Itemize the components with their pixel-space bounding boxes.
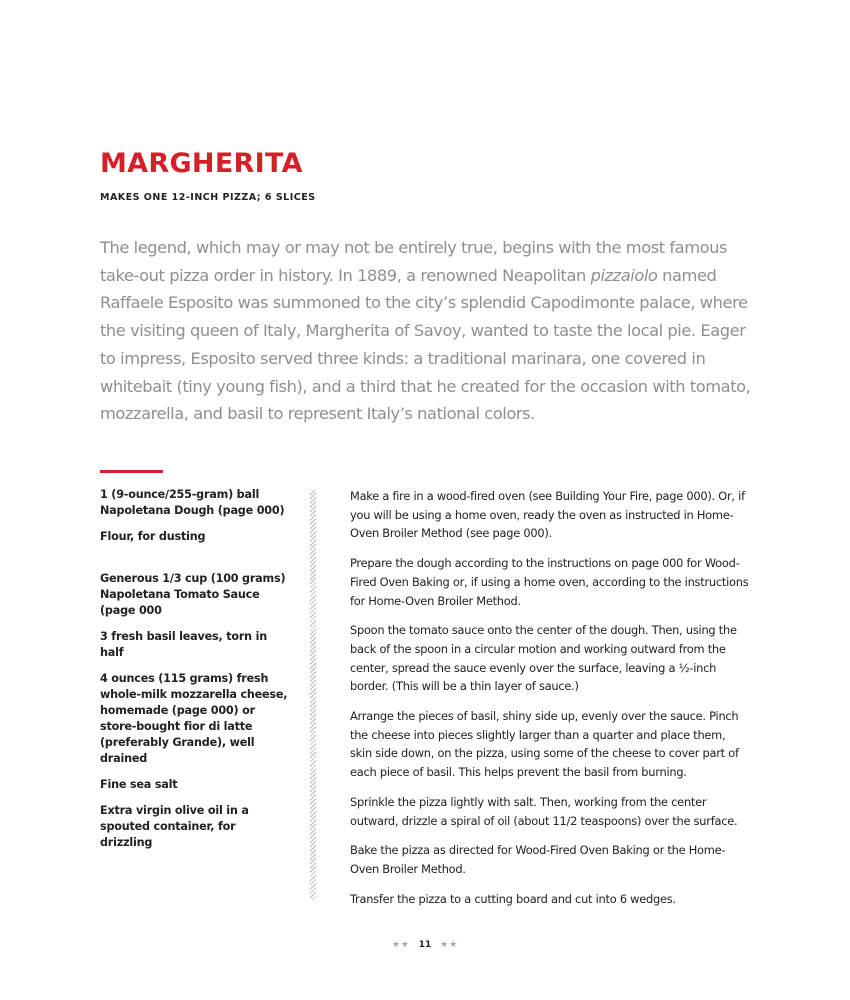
recipe-intro	[100, 234, 760, 428]
method-step: Transfer the pizza to a cutting board and cut into 6 wedges.	[350, 891, 676, 906]
page-number: 11	[418, 940, 432, 950]
method-step: Sprinkle the pizza lightly with salt. Then, working from the center outward, drizzle a spiral of oil (about 11/2 teaspoons) over the surface.	[350, 794, 738, 828]
ingredient-list	[100, 487, 290, 861]
star-ornament-icon: ★★	[440, 940, 459, 950]
method-step: Arrange the pieces of basil, shiny side up, evenly over the sauce. Pinch the cheese into pieces slightly larger than a quarter and place them, skin side down, on the pizza, using some of the cheese to cover part of each piece of basil. This helps prevent the basil from burning.	[350, 709, 739, 780]
method-step: Spoon the tomato sauce onto the center of the dough. Then, using the back of the spoon in a circular motion and working outward from the center, spread the sauce evenly over the surface, leaving a ½-inch border. (This will be a thin layer of sauce.)	[350, 623, 737, 694]
accent-rule	[100, 470, 163, 473]
ingredient-item: Extra virgin olive oil in a spouted container, for drizzling	[100, 804, 249, 849]
method-step: Bake the pizza as directed for Wood-Fired Oven Baking or the Home-Oven Broiler Method.	[350, 843, 726, 876]
intro-text-start: The legend, which may or may not be entirely true, begins with the most famous take-out pizza order in history. In 1889, a renowned Neapolitan	[100, 238, 728, 285]
ingredient-item: 4 ounces (115 grams) fresh whole-milk mozzarella cheese, homemade (page 000) or store-bought fior di latte (preferably Grande), well drained	[100, 672, 288, 765]
ingredient-item: Generous 1/3 cup (100 grams) Napoletana Tomato Sauce (page 000	[100, 572, 286, 617]
page-footer	[0, 940, 850, 950]
ingredient-item: 3 fresh basil leaves, torn in half	[100, 630, 268, 659]
star-ornament-icon: ★★	[391, 940, 410, 950]
ingredient-item: Flour, for dusting	[100, 530, 206, 543]
ingredient-item: Fine sea salt	[100, 778, 178, 791]
method-step: Make a fire in a wood-fired oven (see Building Your Fire, page 000). Or, if you will be using a home oven, ready the oven as instructed in Home-Oven Broiler Method (see page 000).	[350, 489, 745, 541]
recipe-title: MARGHERITA	[100, 148, 303, 179]
method-steps	[350, 487, 750, 919]
method-step: Prepare the dough according to the instructions on page 000 for Wood-Fired Oven Baking or, if using a home oven, according to the instructions for Home-Oven Broiler Method.	[350, 556, 749, 608]
intro-text-end: named Raffaele Esposito was summoned to the city’s splendid Capodimonte palace, where the visiting queen of Italy, Margherita of Savoy, wanted to taste the local pie. Eager to impress, Esposito served three kinds: a traditional marinara, one covered in whitebait (tiny young fish), and a third that he created for the occasion with tomato, mozzarella, and basil to represent Italy’s national colors.	[100, 265, 751, 424]
intro-italic-term: pizzaiolo	[590, 265, 658, 285]
hatched-column-divider	[310, 490, 316, 900]
ingredient-item: 1 (9-ounce/255-gram) ball Napoletana Dough (page 000)	[100, 488, 285, 517]
recipe-yield: MAKES ONE 12-INCH PIZZA; 6 SLICES	[100, 192, 316, 203]
